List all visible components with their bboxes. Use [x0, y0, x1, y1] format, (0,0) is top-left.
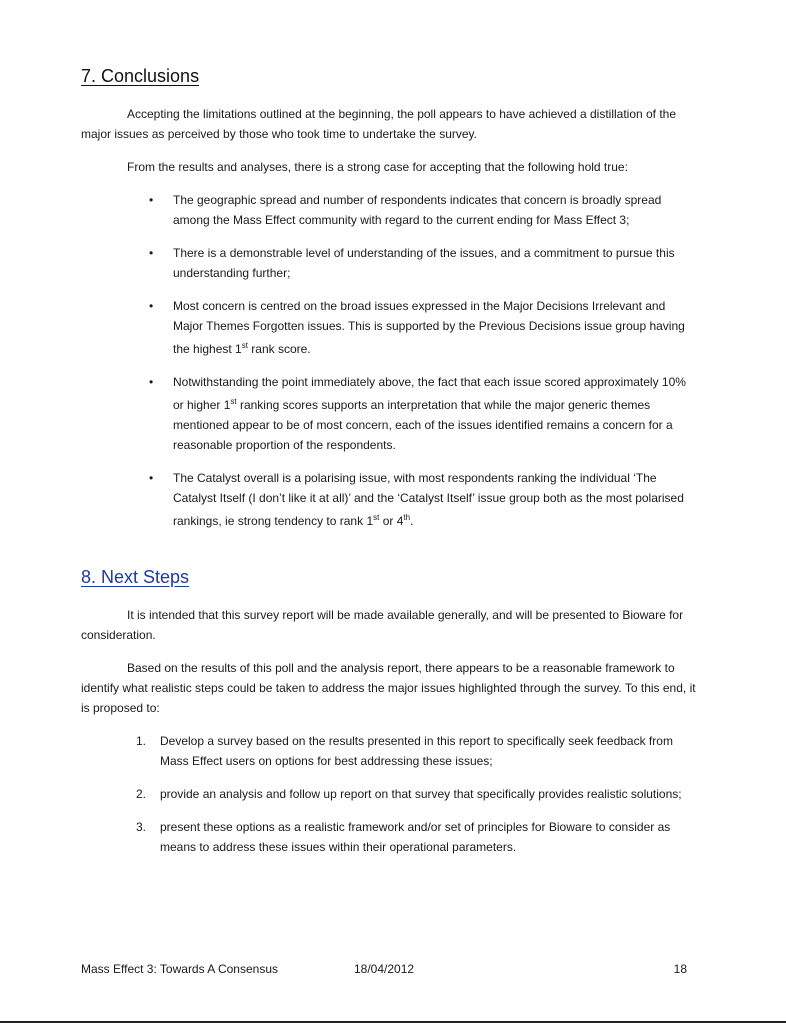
superscript: st	[230, 397, 237, 406]
bullet-text: Most concern is centred on the broad issues expressed in the Major Decisions Irrelevant and Major Themes Forgotten issues. This is supported by the Previous Decisions issue group having the highest 1	[173, 299, 685, 356]
next-steps-heading: 8. Next Steps	[81, 567, 190, 587]
conclusions-paragraph-1: Accepting the limitations outlined at the beginning, the poll appears to have achieved a distillation of the major issues as perceived by those who took time to undertake the survey.	[81, 107, 677, 141]
bullet-icon: •	[149, 299, 154, 313]
superscript: th	[403, 513, 411, 522]
next-steps-numbered-list	[81, 731, 697, 857]
conclusions-paragraph-2: From the results and analyses, there is a strong case for accepting that the following hold true:	[127, 160, 628, 174]
step-number: 2.	[136, 787, 147, 801]
bullet-icon: •	[149, 246, 154, 260]
step-number: 3.	[136, 820, 147, 834]
footer-date: 18/04/2012	[354, 962, 415, 976]
list-item	[81, 468, 697, 531]
step-text: provide an analysis and follow up report on that survey that specifically provides realistic solutions;	[160, 787, 682, 801]
superscript: st	[373, 513, 380, 522]
superscript: st	[241, 341, 248, 350]
bullet-icon: •	[149, 471, 154, 485]
bullet-text-tail: ranking scores supports an interpretation that while the major generic themes mentioned appear to be of most concern, each of the issues identified remains a concern for a reasonable proportion of the respondents.	[173, 398, 673, 452]
list-item	[81, 296, 697, 359]
next-steps-paragraph-2: Based on the results of this poll and the analysis report, there appears to be a reasonable framework to identify what realistic steps could be taken to address the major issues highlighted through the survey. To this end, it is proposed to:	[81, 661, 696, 715]
list-item	[81, 784, 697, 804]
bullet-text: The Catalyst overall is a polarising issue, with most respondents ranking the individual ‘The Catalyst Itself (I don’t like it at all)’ and the ‘Catalyst Itself’ issue group both as the most polarised rankings, ie strong tendency to rank 1	[173, 471, 684, 528]
bullet-text: Notwithstanding the point immediately above, the fact that each issue scored approximately 10% or higher 1	[173, 375, 686, 412]
list-item	[81, 731, 697, 771]
bullet-text: There is a demonstrable level of understanding of the issues, and a commitment to pursue this understanding further;	[173, 246, 675, 280]
bullet-icon: •	[149, 375, 154, 389]
footer-page-number: 18	[673, 962, 687, 976]
bullet-text-tail: .	[410, 514, 414, 528]
bullet-text-mid: or 4	[379, 514, 404, 528]
next-steps-paragraph-1: It is intended that this survey report will be made available generally, and will be presented to Bioware for consideration.	[81, 608, 684, 642]
step-text: Develop a survey based on the results presented in this report to specifically seek feedback from Mass Effect users on options for best addressing these issues;	[160, 734, 673, 768]
step-text: present these options as a realistic framework and/or set of principles for Bioware to consider as means to address these issues within their operational parameters.	[160, 820, 671, 854]
conclusions-bullet-list	[81, 190, 697, 531]
bullet-text: The geographic spread and number of respondents indicates that concern is broadly spread among the Mass Effect community with regard to the current ending for Mass Effect 3;	[173, 193, 662, 227]
list-item	[81, 372, 697, 455]
page-bottom-divider	[0, 1021, 786, 1023]
bullet-icon: •	[149, 193, 154, 207]
conclusions-heading: 7. Conclusions	[81, 66, 200, 86]
bullet-text-tail: rank score.	[247, 342, 311, 356]
list-item	[81, 817, 697, 857]
footer-document-title: Mass Effect 3: Towards A Consensus	[81, 962, 278, 976]
list-item	[81, 190, 697, 230]
list-item	[81, 243, 697, 283]
step-number: 1.	[136, 734, 147, 748]
page-content	[81, 64, 697, 870]
